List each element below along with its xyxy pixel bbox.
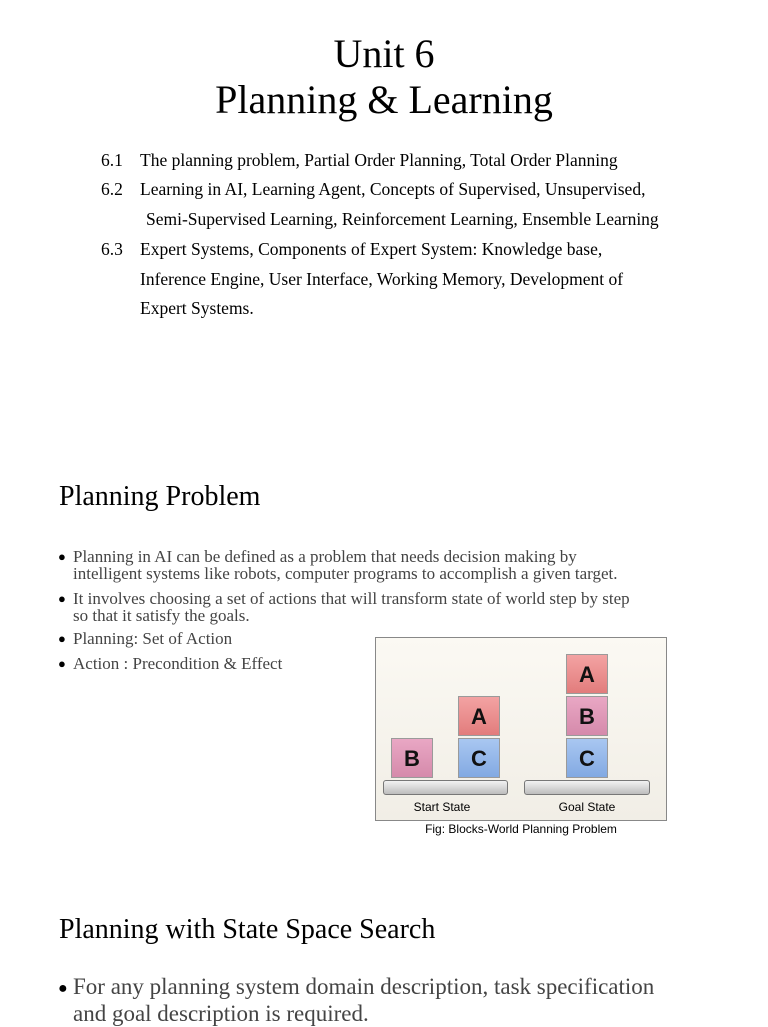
goal-table <box>524 780 650 795</box>
toc-text-continued: Expert Systems. <box>140 298 254 318</box>
list-item-line: Planning in AI can be defined as a problem that needs decision making by <box>73 547 577 566</box>
list-item-line: For any planning system domain description, task specification <box>73 974 655 999</box>
list-item-line: so that it satisfy the goals. <box>73 606 250 625</box>
start-table <box>383 780 508 795</box>
block-a-goal: A <box>566 654 608 694</box>
toc-text: The planning problem, Partial Order Planning, Total Order Planning <box>140 150 618 170</box>
list-item-line: Action : Precondition & Effect <box>73 654 283 673</box>
list-item-line: It involves choosing a set of actions that will transform state of world step by step <box>73 589 630 608</box>
bullet-icon: ● <box>58 591 66 606</box>
start-state-label: Start State <box>413 800 471 814</box>
list-item-line: intelligent systems like robots, computer programs to accomplish a given target. <box>73 564 618 583</box>
section-heading-planning-problem: Planning Problem <box>59 481 261 512</box>
toc-text: Learning in AI, Learning Agent, Concepts of Supervised, Unsupervised, <box>140 179 646 199</box>
goal-state-label: Goal State <box>558 800 616 814</box>
figure-caption: Fig: Blocks-World Planning Problem <box>425 822 617 836</box>
toc-number: 6.2 <box>101 179 123 199</box>
blocks-world-figure <box>375 637 667 821</box>
block-b-goal: B <box>566 696 608 736</box>
toc-number: 6.3 <box>101 239 123 259</box>
block-c-goal: C <box>566 738 608 778</box>
bullet-icon: ● <box>58 631 66 646</box>
toc-item <box>101 145 618 175</box>
unit-title: Unit 6 <box>333 31 435 76</box>
bullet-icon: ● <box>58 656 66 671</box>
toc-item <box>101 234 602 264</box>
toc-number: 6.1 <box>101 150 123 170</box>
toc-text: Expert Systems, Components of Expert System: Knowledge base, <box>140 239 603 259</box>
section-heading-state-space-search: Planning with State Space Search <box>59 914 436 945</box>
block-a-start: A <box>458 696 500 736</box>
block-b-start: B <box>391 738 433 778</box>
block-c-start: C <box>458 738 500 778</box>
list-item-line: Planning: Set of Action <box>73 629 233 648</box>
toc-item <box>101 174 645 204</box>
toc-text-continued: Semi-Supervised Learning, Reinforcement Learning, Ensemble Learning <box>146 209 659 229</box>
toc-text-continued: Inference Engine, User Interface, Working Memory, Development of <box>140 269 624 289</box>
bullet-icon: ● <box>58 980 68 997</box>
unit-subject: Planning & Learning <box>215 77 553 122</box>
list-item-line: and goal description is required. <box>73 1001 369 1026</box>
bullet-icon: ● <box>58 549 66 564</box>
